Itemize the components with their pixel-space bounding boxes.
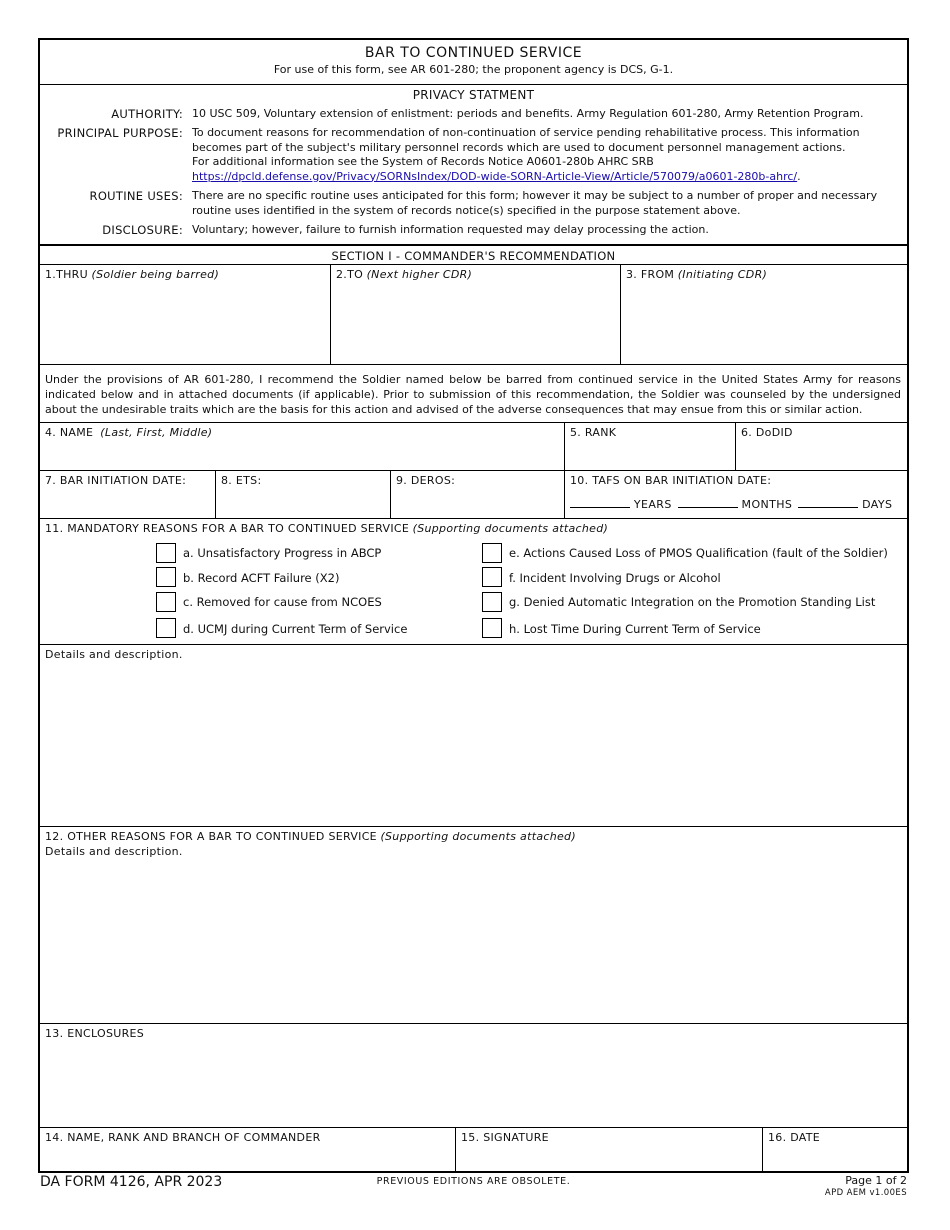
commander-label: 14. NAME, RANK AND BRANCH OF COMMANDER xyxy=(45,1131,321,1144)
date-field[interactable] xyxy=(762,1128,909,1173)
sorn-link[interactable]: https://dpcld.defense.gov/Privacy/SORNsIndex/DOD-wide-SORN-Article-View/Article/570079/a0601-280b-ahrc/ xyxy=(192,169,798,183)
authority-text: 10 USC 509, Voluntary extension of enlistment: periods and benefits. Army Regulation 601-280, Army Retention Program. xyxy=(192,107,864,120)
page-number: Page 1 of 2 xyxy=(845,1174,907,1187)
form-title: BAR TO CONTINUED SERVICE xyxy=(364,45,583,61)
name-hint: (Last, First, Middle) xyxy=(100,426,213,439)
routing-row xyxy=(40,264,907,364)
form-header xyxy=(40,40,907,84)
thru-field[interactable] xyxy=(40,265,330,364)
tafs-days-input[interactable] xyxy=(798,496,858,508)
mandatory-label: 11. MANDATORY REASONS FOR A BAR TO CONTINUED SERVICE xyxy=(45,522,410,535)
reason-f-label: f. Incident Involving Drugs or Alcohol xyxy=(509,571,721,585)
to-label: 2.TO xyxy=(336,268,364,281)
reason-g-checkbox[interactable] xyxy=(482,592,502,612)
tafs-months-input[interactable] xyxy=(678,496,738,508)
recommendation-statement: Under the provisions of AR 601-280, I recommend the Soldier named below be barred from continued service in the United States Army for reasons indicated below and in attached documents (if applicable). Prior to submission of this recommendation, the Soldier was counseled by the undersigned about the undesirable traits which are the basis for this action and advised of the adverse consequences that may ensue from this or similar action. xyxy=(40,364,907,422)
mandatory-reasons-block xyxy=(40,518,907,644)
other-reasons-label: 12. OTHER REASONS FOR A BAR TO CONTINUED SERVICE xyxy=(45,830,377,843)
reason-h-label: h. Lost Time During Current Term of Service xyxy=(509,622,761,636)
tafs-field xyxy=(564,471,909,518)
signature-field[interactable] xyxy=(455,1128,762,1173)
reason-g-label: g. Denied Automatic Integration on the Promotion Standing List xyxy=(509,595,876,609)
thru-label: 1.THRU xyxy=(45,268,88,281)
reason-c-label: c. Removed for cause from NCOES xyxy=(183,595,382,609)
form-footer xyxy=(38,1174,909,1204)
months-label: MONTHS xyxy=(741,498,793,511)
to-hint: (Next higher CDR) xyxy=(366,268,473,281)
version-label: APD AEM v1.00ES xyxy=(824,1188,907,1198)
rank-field[interactable] xyxy=(564,423,735,470)
reason-d-checkbox[interactable] xyxy=(156,618,176,638)
form-subtitle: For use of this form, see AR 601-280; the proponent agency is DCS, G-1. xyxy=(273,63,674,76)
section-heading: SECTION I - COMMANDER'S RECOMMENDATION xyxy=(40,244,907,264)
reason-c-checkbox[interactable] xyxy=(156,592,176,612)
bar-date-label: 7. BAR INITIATION DATE: xyxy=(45,474,187,487)
authority-label: AUTHORITY: xyxy=(111,107,183,121)
obsolete-notice: PREVIOUS EDITIONS ARE OBSOLETE. xyxy=(376,1176,571,1187)
purpose-block: To document reasons for recommendation of non-continuation of service pending rehabilitative process. This information becomes part of the subject's military personnel records which are used to document personnel management actions. For additional information see the System of Records Notice A0601-280b AHRC SRB https://dpcld.defense.gov/Privacy/SORNsIndex/DOD-wide-SORN-Article-View/Article/570079/a0601-280b-ahrc/. xyxy=(192,126,895,184)
details-label: Details and description. xyxy=(45,648,183,661)
bar-initiation-date-field[interactable] xyxy=(40,471,215,518)
commander-field[interactable] xyxy=(40,1128,455,1173)
other-details-label: Details and description. xyxy=(45,845,183,858)
enclosures-area[interactable] xyxy=(40,1023,907,1127)
from-label: 3. FROM xyxy=(626,268,675,281)
ets-field[interactable] xyxy=(215,471,390,518)
enclosures-label: 13. ENCLOSURES xyxy=(45,1027,145,1040)
routine-uses-text: There are no specific routine uses anticipated for this form; however it may be subject to a number of proper and necessary routine uses identified in the system of records notice(s) specified in the purpose statement above. xyxy=(192,189,878,217)
mandatory-hint: (Supporting documents attached) xyxy=(412,522,609,535)
disclosure-text: Voluntary; however, failure to furnish information requested may delay processing the action. xyxy=(192,223,709,236)
reason-b-label: b. Record ACFT Failure (X2) xyxy=(183,571,340,585)
days-label: DAYS xyxy=(862,498,893,511)
deros-label: 9. DEROS: xyxy=(396,474,456,487)
dodid-label: 6. DoDID xyxy=(741,426,793,439)
ets-label: 8. ETS: xyxy=(221,474,262,487)
mandatory-details-area[interactable] xyxy=(40,644,907,826)
tafs-label: 10. TAFS ON BAR INITIATION DATE: xyxy=(570,474,772,487)
years-label: YEARS xyxy=(633,498,672,511)
reason-f-checkbox[interactable] xyxy=(482,567,502,587)
disclosure-label: DISCLOSURE: xyxy=(102,223,183,237)
reason-b-checkbox[interactable] xyxy=(156,567,176,587)
commander-row xyxy=(40,1127,907,1173)
dates-row xyxy=(40,470,907,518)
signature-label: 15. SIGNATURE xyxy=(461,1131,549,1144)
tafs-years-input[interactable] xyxy=(570,496,630,508)
to-field[interactable] xyxy=(330,265,620,364)
form-id: DA FORM 4126, APR 2023 xyxy=(40,1174,223,1190)
name-label: 4. NAME xyxy=(45,426,94,439)
thru-hint: (Soldier being barred) xyxy=(91,268,220,281)
purpose-label: PRINCIPAL PURPOSE: xyxy=(57,126,183,140)
routine-uses-label: ROUTINE USES: xyxy=(89,189,183,203)
privacy-heading: PRIVACY STATMENT xyxy=(412,88,535,102)
from-hint: (Initiating CDR) xyxy=(677,268,768,281)
from-field[interactable] xyxy=(620,265,909,364)
purpose-info: For additional information see the System of Records Notice A0601-280b AHRC SRB xyxy=(192,155,654,168)
reason-d-label: d. UCMJ during Current Term of Service xyxy=(183,622,408,636)
bar-to-continued-service-form xyxy=(38,38,909,1173)
reason-a-label: a. Unsatisfactory Progress in ABCP xyxy=(183,546,382,560)
identity-row xyxy=(40,422,907,470)
page-info xyxy=(825,1174,907,1198)
purpose-text: To document reasons for recommendation of non-continuation of service pending rehabilitative process. This information becomes part of the subject's military personnel records which are used to document personnel management actions. xyxy=(192,126,860,154)
reason-e-label: e. Actions Caused Loss of PMOS Qualification (fault of the Soldier) xyxy=(509,546,888,560)
reason-h-checkbox[interactable] xyxy=(482,618,502,638)
privacy-statement xyxy=(40,84,907,244)
reason-a-checkbox[interactable] xyxy=(156,543,176,563)
other-reasons-hint: (Supporting documents attached) xyxy=(380,830,576,843)
dodid-field[interactable] xyxy=(735,423,909,470)
rank-label: 5. RANK xyxy=(570,426,617,439)
deros-field[interactable] xyxy=(390,471,564,518)
name-field[interactable] xyxy=(40,423,564,470)
date-label: 16. DATE xyxy=(768,1131,821,1144)
reason-e-checkbox[interactable] xyxy=(482,543,502,563)
other-reasons-area[interactable] xyxy=(40,826,907,1023)
